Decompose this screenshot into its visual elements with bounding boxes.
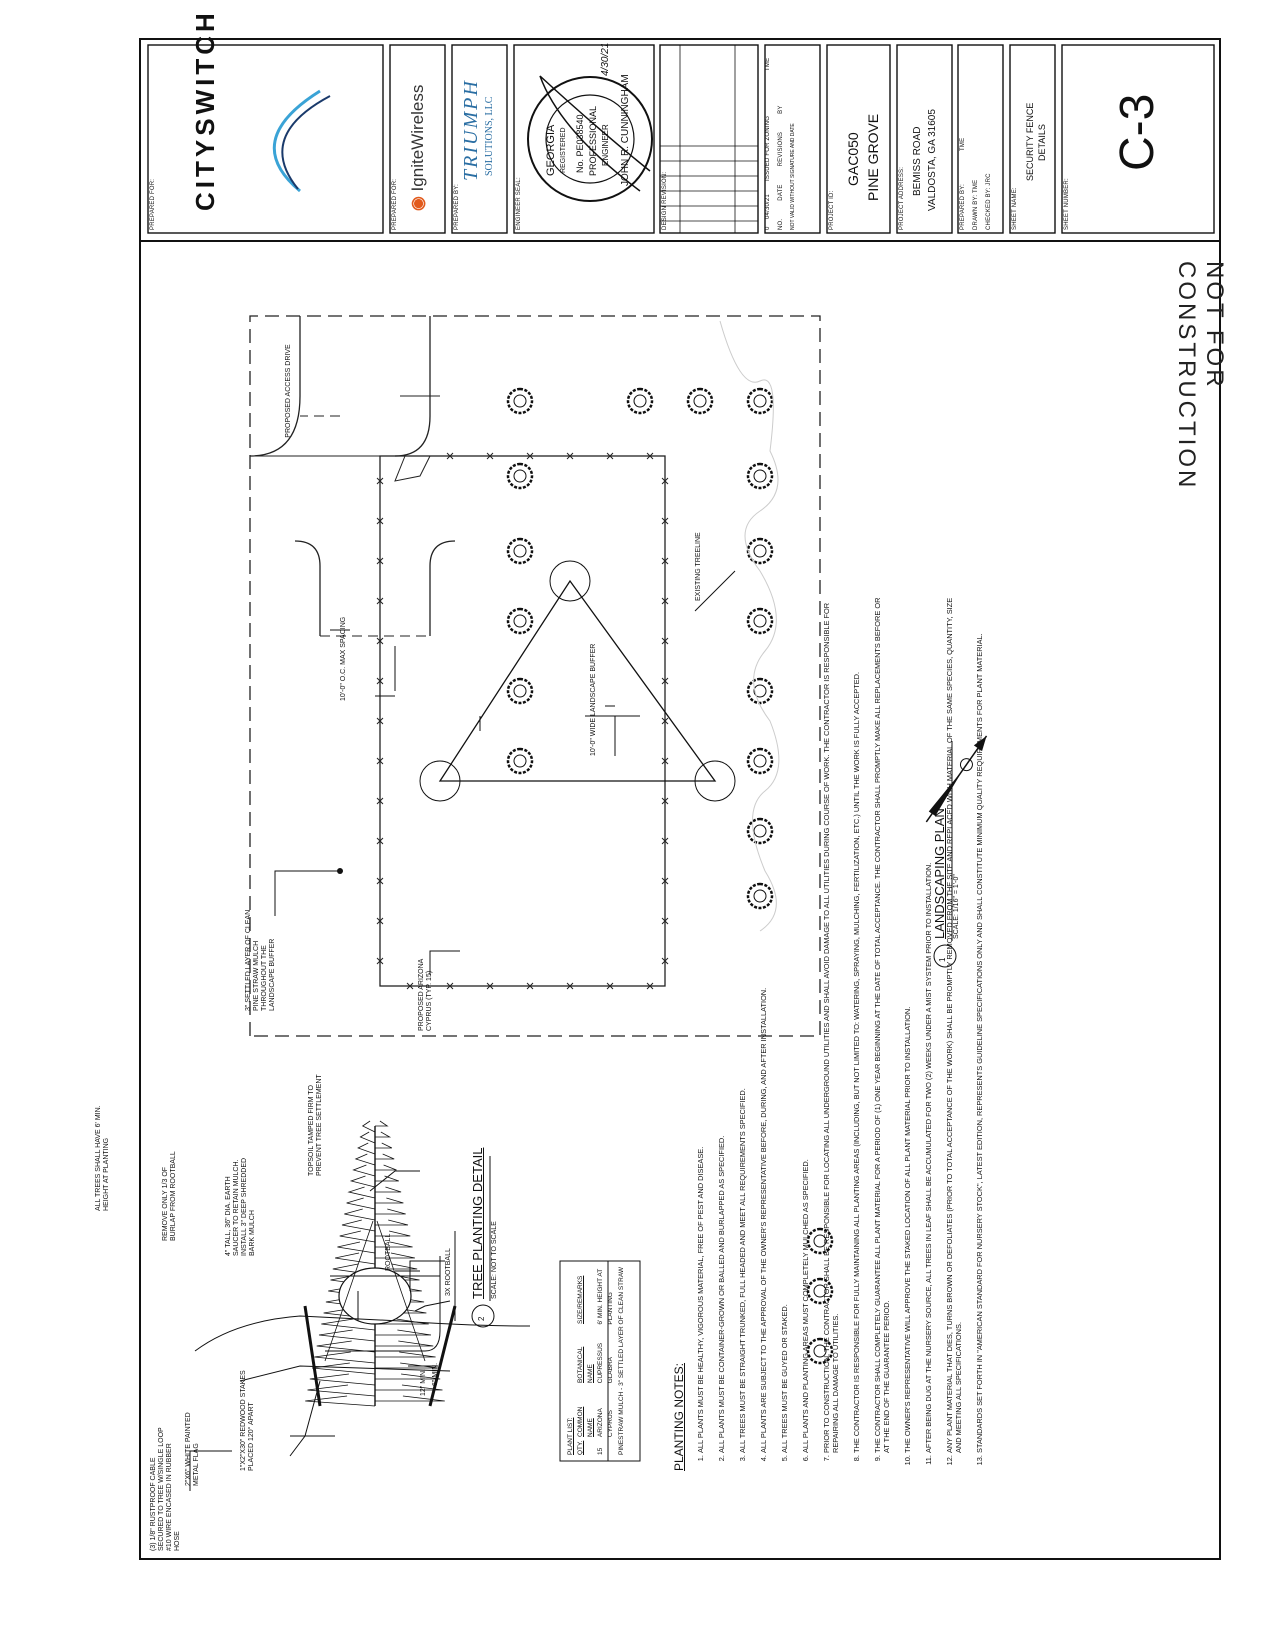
revision-date: 04/30/21 [765,194,771,219]
cypress-label: PROPOSED ARIZONA CYPRUS (TYP. 15) [418,958,433,1031]
title-block-lines [148,42,1214,233]
arizona-cypress-symbol [628,389,652,413]
ignite-logo: ◉ IgniteWireless [408,84,427,211]
topsoil-label: TOPSOIL TAMPED FIRM TO PREVENT TREE SETTLEMENT [308,1074,323,1176]
planting-notes-title: PLANTING NOTES: [672,1362,686,1471]
design-revision-label: DESIGN REVISION: [662,171,668,230]
planting-note: 12. ANY PLANT MATERIAL THAT DIES, TURNS BROWN OR DEFOLIATES (PRIOR TO TOTAL ACCEPTANCE OF THE WORK) SHALL BE PROMPTLY REMOVED FROM THE SITE AND REPLACED WITH MATERIAL OF THE SAME SPECIES, QUANTITY, SIZE AND MEETING ALL SPECIFICATIONS. [945,591,963,1453]
project-id-label: PROJECT ID: [829,190,835,230]
arizona-cypress-symbol [508,609,532,633]
project-id: GAC050 [845,132,861,186]
prepared-by-label-2: PREPARED BY: [960,184,966,230]
checked-by: CHECKED BY: JRC [986,173,992,230]
fence-compound [380,456,665,986]
plant-list-row: 15 ARIZONA CYPRUS CUPRESSUS GLABRA 6' MIN. HEIGHT AT PLANTING [597,1268,614,1455]
detail-title: TREE PLANTING DETAIL [470,1147,485,1299]
planting-note: 9. THE CONTRACTOR SHALL COMPLETELY GUARANTEE ALL PLANT MATERIAL FOR A PERIOD OF (1) ONE YEAR BEGINNING AT THE DATE OF TOTAL ACCEPTANCE. THE CONTRACTOR SHALL PROMPTLY MAKE ALL REPLACEMENTS BEFORE OR AT THE END OF THE GUARANTEE PERIOD. [873,591,891,1453]
planting-note: 3. ALL TREES MUST BE STRAIGHT TRUNKED, FULL HEADED AND MEET ALL REQUIREMENTS SPECIFIED. [738,591,747,1453]
detail-number: 2 [477,1316,486,1321]
seal-date: 4/30/21 [600,42,611,76]
planting-note: 13. STANDARDS SET FORTH IN "AMERICAN STANDARD FOR NURSERY STOCK", LATEST EDITION, REPRESENTS GUIDELINE SPECIFICATIONS ONLY AND SHALL CONSTITUTE MINIMUM QUALITY REQUIREMENTS FOR PLANT MATERIAL. [975,591,984,1453]
plant-list-header: QTY. [577,1440,584,1455]
planting-note: 6. ALL PLANTS AND PLANTING AREAS MUST COMPLETELY MULCHED AS SPECIFIED. [801,591,810,1453]
plant-list-header: SIZE/REMARKS [577,1275,584,1324]
sheet-name-1: SECURITY FENCE [1025,102,1035,181]
arizona-cypress-symbol [748,464,772,488]
planting-note: 2. ALL PLANTS MUST BE CONTAINER-GROWN OR BALLED AND BURLAPPED AS SPECIFIED. [717,591,726,1453]
prepared-for-label: PREPARED FOR: [150,178,156,230]
planting-note: 11. AFTER BEING DUG AT THE NURSERY SOURCE, ALL TREES IN LEAF SHALL BE ACCUMULATED FOR TWO (2) WEEKS UNDER A MIST SYSTEM PRIOR TO INSTALLATION. [924,591,933,1453]
burlap-label: REMOVE ONLY 1/3 OF BURLAP FROM ROOTBALL [162,1151,177,1241]
prepared-by-label: PREPARED BY: [454,184,460,230]
rootball3x-label: 3X ROOTBALL [445,1248,452,1296]
planting-note: 10. THE OWNER'S REPRESENTATIVE WILL APPROVE THE STAKED LOCATION OF ALL PLANT MATERIAL PRIOR TO INSTALLATION. [903,591,912,1453]
sheet-number: C-3 [1111,93,1164,171]
sheet-number-label: SHEET NUMBER: [1064,178,1070,230]
not-valid-note: NOT VALID WITHOUT SIGNATURE AND DATE [790,123,796,230]
engineer-seal-label: ENGINEER SEAL: [516,177,522,230]
plant-list [566,1265,616,1455]
planting-note: 8. THE CONTRACTOR IS RESPONSIBLE FOR FULLY MAINTAINING ALL PLANTING AREAS (INCLUDING, BUT NOT LIMITED TO: WATERING, SPRAYING, MULCHING, FERTILIZATION, ETC.) UNTIL THE WORK IS FULLY ACCEPTED. [852,591,861,1453]
triumph-logo: TRIUMPH [460,79,482,181]
cable-label: (3) 1/8" RUSTPROOF CABLE SECURED TO TREE W/SINGLE LOOP #10 WIRE ENCASED IN RUBBER HOSE [150,1427,181,1551]
seal-registered: REGISTERED [560,127,567,173]
saucer-label: 4" TALL, 36" DIA. EARTH SAUCER TO RETAIN MULCH. INSTALL 3" DEEP SHREDDED BARK MULCH [225,1157,256,1256]
arizona-cypress-symbol [508,539,532,563]
planting-note: 7. PRIOR TO CONSTRUCTION, THE CONTRACTOR SHALL BE RESPONSIBLE FOR LOCATING ALL UNDERGROUND UTILITIES AND SHALL AVOID DAMAGE TO ALL UTILITIES DURING COURSE OF WORK. THE CONTRACTOR IS RESPONSIBLE FOR REPAIRING ALL DAMAGE TO UTILITIES. [822,591,840,1453]
plant-list-footer: PINESTRAW MULCH - 3" SETTLED LAYER OF CLEAN STRAW [618,1266,625,1455]
revision-desc: ISSUED FOR ZONING [765,115,771,181]
detail-scale: SCALE: NOT TO SCALE [491,1221,498,1299]
buffer-label: 10'-0" WIDE LANDSCAPE BUFFER [590,643,597,756]
seal-number: No. PE038540 [575,114,585,173]
height-label: ALL TREES SHALL HAVE 6' MIN. HEIGHT AT PLANTING [95,1105,110,1211]
plant-list-header: BOTANICAL NAME [577,1346,594,1383]
arizona-cypress-symbol [508,749,532,773]
drive-label: PROPOSED ACCESS DRIVE [285,344,292,438]
arizona-cypress-symbol [688,389,712,413]
arizona-cypress-symbol [508,389,532,413]
treeline-label: EXISTING TREELINE [695,532,702,601]
planting-note: 5. ALL TREES MUST BE GUYED OR STAKED. [780,591,789,1453]
rootball-label: ROOTBALL [385,1233,392,1271]
revision-headers: NO. DATE REVISIONS BY [778,105,784,230]
plan-scale: SCALE: 1/16" = 1'-0" [953,874,960,939]
revision-by: TME [765,57,771,71]
drawn-by: DRAWN BY: TME [973,179,979,230]
seal-professional: PROFESSIONAL [588,105,598,176]
arizona-cypress-symbol [748,389,772,413]
spacing-label: 10'-0" O.C. MAX SPACING [340,616,347,701]
min12-label: 12" MIN. [420,1369,427,1396]
fence-x-marks [377,453,668,989]
sheet-name-2: DETAILS [1037,124,1047,161]
revision-no: 0 [765,226,771,230]
address-2: VALDOSTA, GA 31605 [927,109,938,211]
plan-number: 1 [938,957,947,962]
min6-label: 6" MIN. [432,1362,439,1386]
plant-list-header: COMMON NAME [577,1406,594,1437]
arizona-cypress-symbol [508,464,532,488]
cityswitch-logo: CITYSWITCH [190,9,220,211]
address-1: BEMISS ROAD [912,126,923,196]
planting-notes-list [696,591,984,1471]
planting-note: 1. ALL PLANTS MUST BE HEALTHY, VIGOROUS MATERIAL, FREE OF PEST AND DISEASE. [696,591,705,1453]
arizona-cypress-symbol [508,679,532,703]
seal-name: JOHN R. CUNNINGHAM [620,74,631,186]
planting-notes [672,591,996,1471]
not-for-construction-watermark: NOT FOR CONSTRUCTION [1173,261,1228,491]
project-name: PINE GROVE [865,113,881,201]
plan-title: LANDSCAPING PLAN [932,808,947,939]
project-address-label: PROJECT ADDRESS: [899,166,905,230]
prepared-for-label-2: PREPARED FOR: [392,178,398,230]
seal-state: GEORGIA [545,124,557,176]
arizona-cypress-symbol [748,539,772,563]
seal-engineer: ENGINEER [601,124,610,166]
planting-note: 4. ALL PLANTS ARE SUBJECT TO THE APPROVAL OF THE OWNER'S REPRESENTATIVE BEFORE, DURING, AND AFTER INSTALLATION. [759,591,768,1453]
triumph-sub: SOLUTIONS, LLC [484,96,495,176]
sheet-name-label: SHEET NAME: [1012,187,1018,230]
stake-label: 1"X2"X30" REDWOOD STAKES PLACED 120° APART [240,1370,255,1471]
mulch-label: 3" SETTLED LAYER OF CLEAN PINE STRAW MULCH THROUGHOUT THE LANDSCAPE BUFFER [245,909,276,1011]
flag-label: 2"X6" WHITE PAINTED METAL FLAG [185,1412,200,1486]
prepared-by-value: TME [960,137,966,151]
plant-list-title: PLANT LIST: [567,1417,574,1455]
